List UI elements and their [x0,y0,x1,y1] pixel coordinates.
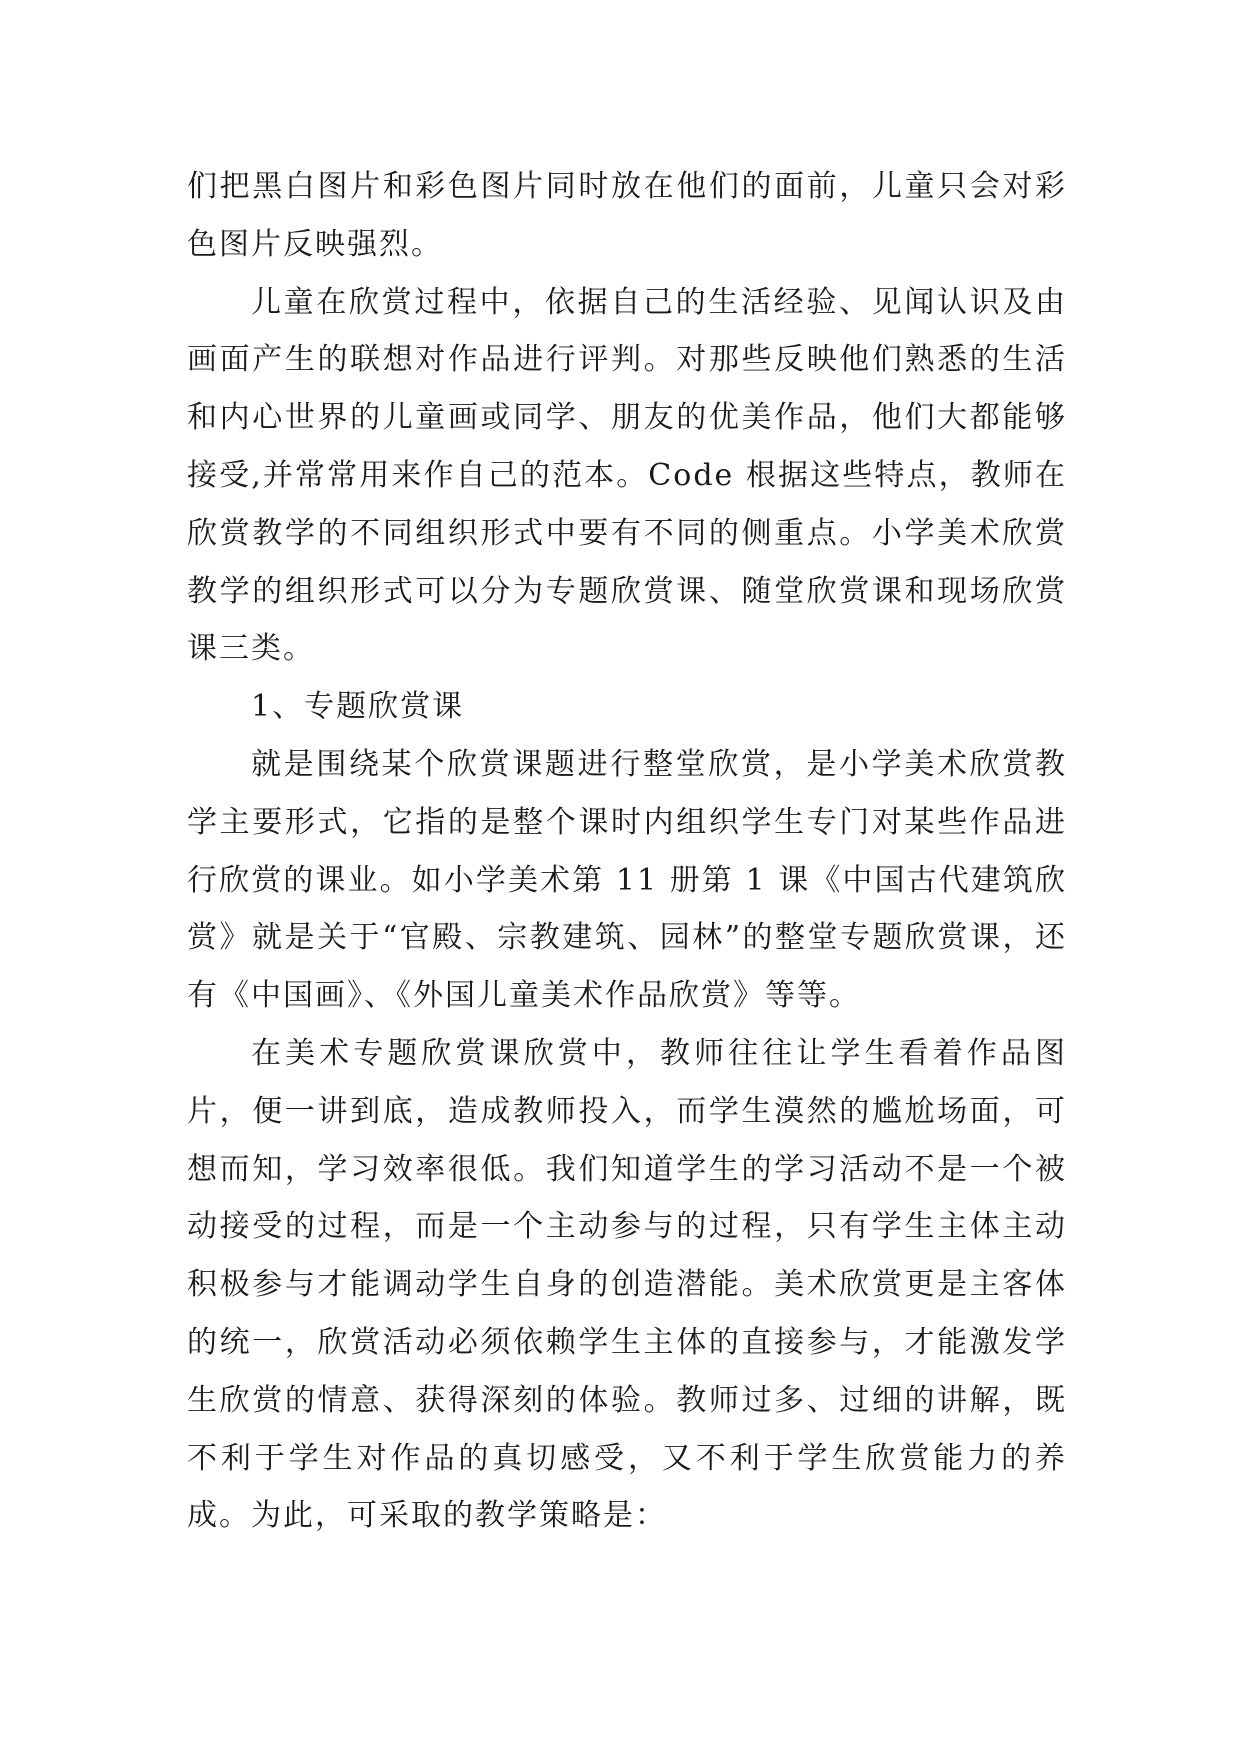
paragraph-1: 们把黑白图片和彩色图片同时放在他们的面前，儿童只会对彩色图片反映强烈。 [187,169,1067,262]
paragraph-3: 就是围绕某个欣赏课题进行整堂欣赏，是小学美术欣赏教学主要形式，它指的是整个课时内组织学生专门对某些作品进行欣赏的课业。如小学美术第 11 册第 1 课《中国古代建筑欣赏》就是关于“官殿、宗教建筑、园林”的整堂专题欣赏课，还有《中国画》、《外国儿童美术作品欣赏》等等。 [187,746,1067,1014]
document-body [187,158,1067,1545]
section-heading: 1、专题欣赏课 [251,689,465,725]
paragraph-2: 儿童在欣赏过程中，依据自己的生活经验、见闻认识及由画面产生的联想对作品进行评判。对那些反映他们熟悉的生活和内心世界的儿童画或同学、朋友的优美作品，他们大都能够接受,并常常用来作自己的范本。Code 根据这些特点，教师在欣赏教学的不同组织形式中要有不同的侧重点。小学美术欣赏教学的组织形式可以分为专题欣赏课、随堂欣赏课和现场欣赏课三类。 [187,284,1067,667]
paragraph-4: 在美术专题欣赏课欣赏中，教师往往让学生看着作品图片，便一讲到底，造成教师投入，而学生漠然的尴尬场面，可想而知，学习效率很低。我们知道学生的学习活动不是一个被动接受的过程，而是一个主动参与的过程，只有学生主体主动积极参与才能调动学生自身的创造潜能。美术欣赏更是主客体的统一，欣赏活动必须依赖学生主体的直接参与，才能激发学生欣赏的情意、获得深刻的体验。教师过多、过细的讲解，既不利于学生对作品的真切感受，又不利于学生欣赏能力的养成。为此，可采取的教学策略是： [187,1035,1067,1534]
